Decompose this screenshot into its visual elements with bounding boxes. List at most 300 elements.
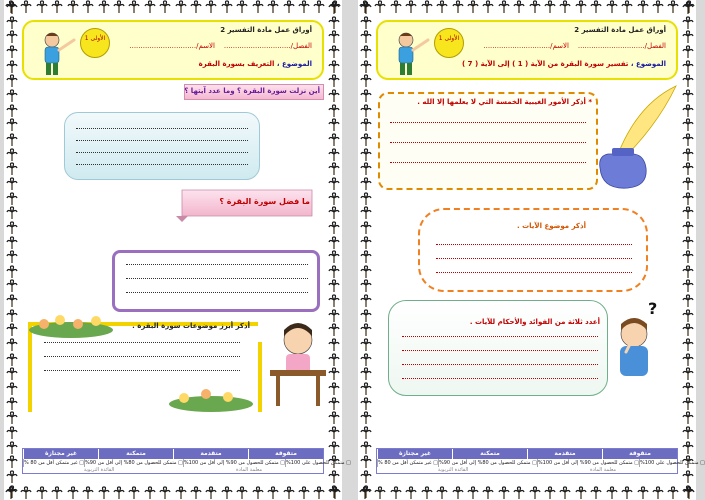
palm-tree-icon [7,222,17,234]
palm-tree-icon [361,75,371,87]
palm-tree-icon [499,1,509,13]
palm-tree-icon [7,17,17,29]
question-1: أين نزلت سورة البقرة ؟ وما عدد آيتها ؟ [184,87,320,95]
palm-tree-icon [437,487,447,499]
palm-border-left [5,0,19,500]
worksheet-header [376,20,678,80]
palm-tree-icon [422,487,432,499]
palm-tree-icon [683,105,693,117]
palm-tree-icon [329,471,339,483]
palm-tree-icon [237,487,247,499]
flowers-icon [166,384,256,414]
palm-tree-icon [683,354,693,366]
palm-tree-icon [329,163,339,175]
answer-line[interactable] [76,128,248,129]
answer-line[interactable] [76,152,248,153]
worksheet-page-left [4,0,351,500]
answer-line[interactable] [76,164,248,165]
answer-line[interactable] [402,378,598,379]
answer-line[interactable] [126,278,308,279]
palm-tree-icon [683,295,693,307]
palm-tree-icon [361,119,371,131]
palm-tree-icon [683,280,693,292]
palm-tree-icon [560,1,570,13]
answer-line[interactable] [126,264,308,265]
palm-border-left [359,0,373,500]
palm-tree-icon [329,90,339,102]
palm-tree-icon [7,193,17,205]
palm-tree-icon [361,280,371,292]
palm-tree-icon [683,163,693,175]
palm-tree-icon [683,486,693,498]
palm-tree-icon [7,31,17,43]
answer-line[interactable] [390,162,586,163]
palm-tree-icon [361,339,371,351]
palm-tree-icon [361,61,371,73]
palm-tree-icon [7,412,17,424]
palm-tree-icon [638,1,648,13]
palm-tree-icon [545,1,555,13]
palm-tree-icon [514,487,524,499]
palm-tree-icon [7,339,17,351]
svg-text:?: ? [648,299,658,318]
class-label: الفصل [293,42,312,50]
question-3: أذكر أبرز موضوعات سورة البقرة . [132,322,250,330]
palm-tree-icon [361,266,371,278]
palm-tree-icon [314,1,324,13]
answer-box-3[interactable] [388,300,608,396]
palm-tree-icon [576,1,586,13]
palm-tree-icon [114,487,124,499]
class-field[interactable]: /.............................. [223,42,293,50]
palm-border-right [681,0,695,500]
palm-tree-icon [361,354,371,366]
answer-line[interactable] [44,370,240,371]
palm-tree-icon [284,487,294,499]
palm-tree-icon [391,1,401,13]
palm-tree-icon [299,487,309,499]
palm-tree-icon [176,487,186,499]
palm-tree-icon [206,487,216,499]
palm-tree-icon [329,266,339,278]
table-cell[interactable]: □ متمكن للحصول على 100% [286,460,351,466]
palm-tree-icon [329,427,339,439]
palm-tree-icon [329,398,339,410]
palm-tree-icon [683,339,693,351]
palm-tree-icon [607,487,617,499]
footer-right: معلمة المادة [236,467,263,473]
palm-tree-icon [361,237,371,249]
palm-tree-icon [683,412,693,424]
palm-tree-icon [483,487,493,499]
col-header: غير مجتازة [23,449,98,459]
palm-tree-icon [314,487,324,499]
palm-tree-icon [329,222,339,234]
table-cell[interactable]: □ متمكن للحصول من 80% إلى أقل من 90% [84,460,183,466]
table-cell[interactable]: □ متمكن للحصول من 90% إلى أقل من 100% [183,460,286,466]
palm-tree-icon [361,163,371,175]
answer-line[interactable] [402,364,598,365]
palm-tree-icon [545,487,555,499]
lesson-badge: الأولى 1 [434,28,464,58]
palm-tree-icon [268,487,278,499]
boy-pointing-icon [34,30,78,78]
palm-tree-icon [7,207,17,219]
palm-tree-icon [329,193,339,205]
answer-line[interactable] [402,350,598,351]
palm-tree-icon [468,1,478,13]
palm-tree-icon [329,46,339,58]
palm-tree-icon [145,487,155,499]
name-field[interactable]: /.............................. [129,42,199,50]
palm-tree-icon [114,1,124,13]
table-cell[interactable]: □ متمكن للحصول من 90% إلى أقل من 100% [537,460,640,466]
palm-border-top [358,1,696,13]
palm-tree-icon [7,163,17,175]
evaluation-table [376,448,705,474]
palm-tree-icon [7,427,17,439]
palm-tree-icon [329,178,339,190]
palm-tree-icon [329,412,339,424]
palm-tree-icon [329,251,339,263]
palm-tree-icon [530,1,540,13]
palm-tree-icon [361,310,371,322]
palm-tree-icon [361,368,371,380]
col-header: متمكنة [452,449,527,459]
palm-tree-icon [591,1,601,13]
palm-tree-icon [329,324,339,336]
worksheet-header [22,20,324,80]
answer-line[interactable] [390,142,586,143]
table-cell[interactable]: □ متمكن للحصول من 80% إلى أقل من 90% [438,460,537,466]
palm-tree-icon [361,295,371,307]
palm-tree-icon [683,398,693,410]
topic-label: الموضوع [281,60,312,68]
palm-tree-icon [329,339,339,351]
topic-value: تفسير سورة البقرة من الآية ( 1 ) إلى الآية ( 7 ) [462,60,629,68]
palm-tree-icon [329,310,339,322]
palm-tree-icon [683,178,693,190]
palm-tree-icon [361,178,371,190]
topic-value: التعريف بسورة البقرة [198,60,275,68]
palm-tree-icon [683,368,693,380]
palm-tree-icon [7,383,17,395]
palm-tree-icon [683,237,693,249]
palm-tree-icon [7,310,17,322]
name-label: الاسم [198,42,215,50]
palm-tree-icon [468,487,478,499]
footer-right: معلمة المادة [590,467,617,473]
palm-tree-icon [21,487,31,499]
palm-tree-icon [329,31,339,43]
palm-tree-icon [37,487,47,499]
palm-tree-icon [7,134,17,146]
palm-tree-icon [237,1,247,13]
answer-line[interactable] [390,122,586,123]
palm-tree-icon [7,46,17,58]
palm-tree-icon [453,487,463,499]
palm-tree-icon [253,487,263,499]
palm-tree-icon [329,486,339,498]
palm-tree-icon [406,487,416,499]
palm-tree-icon [21,1,31,13]
palm-tree-icon [329,280,339,292]
answer-line[interactable] [402,336,598,337]
table-cell[interactable]: □ متمكن للحصول على 100% [640,460,705,466]
name-field[interactable]: /.............................. [483,42,553,50]
palm-tree-icon [683,427,693,439]
palm-tree-icon [361,193,371,205]
palm-tree-icon [52,1,62,13]
name-label: الاسم [552,42,569,50]
palm-tree-icon [622,487,632,499]
palm-tree-icon [329,442,339,454]
topic-line: الموضوع ، التعريف بسورة البقرة [198,60,312,68]
topic-label: الموضوع [635,60,666,68]
palm-tree-icon [668,487,678,499]
palm-tree-icon [683,90,693,102]
palm-tree-icon [329,134,339,146]
palm-tree-icon [68,487,78,499]
col-header: غير مجتازة [377,449,452,459]
palm-tree-icon [191,1,201,13]
palm-tree-icon [437,1,447,13]
palm-tree-icon [329,149,339,161]
palm-tree-icon [361,31,371,43]
palm-tree-icon [683,207,693,219]
palm-tree-icon [361,427,371,439]
palm-tree-icon [329,354,339,366]
palm-tree-icon [683,31,693,43]
palm-tree-icon [68,1,78,13]
answer-box-1[interactable] [64,112,260,180]
thinking-man-icon [610,300,672,380]
palm-tree-icon [375,487,385,499]
palm-tree-icon [160,1,170,13]
palm-tree-icon [361,105,371,117]
footer-left: القائدة التربوية [83,467,115,473]
palm-tree-icon [361,251,371,263]
palm-tree-icon [591,487,601,499]
palm-tree-icon [329,75,339,87]
question-1: * أذكر الأمور الغيبية الخمسة التي لا يعلمها إلا الله . [417,98,592,106]
palm-border-top [4,1,342,13]
palm-tree-icon [361,383,371,395]
palm-tree-icon [329,207,339,219]
answer-line[interactable] [44,356,240,357]
thinking-girl-icon [266,312,328,416]
palm-tree-icon [668,1,678,13]
palm-tree-icon [361,398,371,410]
palm-border-bottom [4,487,342,499]
palm-tree-icon [206,1,216,13]
palm-tree-icon [683,75,693,87]
palm-tree-icon [7,324,17,336]
palm-tree-icon [361,149,371,161]
palm-tree-icon [653,487,663,499]
palm-tree-icon [329,295,339,307]
palm-tree-icon [683,134,693,146]
palm-tree-icon [683,2,693,14]
question-3: أعدد ثلاثة من الفوائد والأحكام للآيات . [469,318,600,326]
worksheet-title: أوراق عمل مادة التفسير 2 [220,26,312,34]
palm-tree-icon [253,1,263,13]
palm-tree-icon [361,324,371,336]
palm-tree-icon [683,17,693,29]
palm-tree-icon [329,383,339,395]
palm-tree-icon [683,222,693,234]
answer-line[interactable] [76,140,248,141]
palm-tree-icon [683,471,693,483]
palm-tree-icon [560,487,570,499]
palm-tree-icon [7,251,17,263]
col-header: متقوقة [602,449,677,459]
lesson-badge: الأولى 1 [80,28,110,58]
palm-tree-icon [683,251,693,263]
palm-tree-icon [329,17,339,29]
question-2: ما فضل سورة البقرة ؟ [219,197,310,206]
palm-tree-icon [453,1,463,13]
palm-tree-icon [638,487,648,499]
palm-tree-icon [7,119,17,131]
palm-tree-icon [361,90,371,102]
palm-tree-icon [7,442,17,454]
palm-tree-icon [329,61,339,73]
palm-tree-icon [622,1,632,13]
palm-tree-icon [129,487,139,499]
answer-line[interactable] [436,272,632,273]
answer-box-2[interactable] [418,208,648,292]
answer-box-2[interactable] [112,250,320,312]
topic-line: الموضوع ، تفسير سورة البقرة من الآية ( 1 ) إلى الآية ( 7 ) [462,60,666,68]
palm-tree-icon [653,1,663,13]
palm-tree-icon [683,149,693,161]
palm-tree-icon [683,324,693,336]
question-2: أذكر موضوع الآيات . [517,222,586,230]
palm-tree-icon [176,1,186,13]
flowers-icon [26,310,116,340]
palm-tree-icon [683,383,693,395]
palm-tree-icon [7,266,17,278]
quill-inkpot-icon [588,84,680,194]
palm-tree-icon [329,237,339,249]
palm-tree-icon [683,46,693,58]
palm-tree-icon [7,354,17,366]
table-cell[interactable]: □ غير متمكن أقل من 80 % [378,460,438,466]
student-info-fields [129,42,312,50]
palm-tree-icon [7,2,17,14]
col-header: متقدمة [527,449,602,459]
palm-tree-icon [145,1,155,13]
palm-tree-icon [7,105,17,117]
palm-tree-icon [683,61,693,73]
col-header: متقوقة [248,449,323,459]
table-cell[interactable]: □ غير متمكن أقل من 80 % [24,460,84,466]
palm-tree-icon [375,1,385,13]
class-label: الفصل [647,42,666,50]
palm-tree-icon [7,75,17,87]
palm-tree-icon [7,368,17,380]
palm-tree-icon [37,1,47,13]
palm-tree-icon [7,237,17,249]
col-header: متمكنة [98,449,173,459]
palm-tree-icon [299,1,309,13]
footer-left: القائدة التربوية [437,467,469,473]
palm-tree-icon [683,310,693,322]
student-info-fields [483,42,666,50]
class-field[interactable]: /.............................. [577,42,647,50]
palm-tree-icon [361,46,371,58]
palm-tree-icon [7,295,17,307]
palm-tree-icon [361,442,371,454]
palm-tree-icon [514,1,524,13]
palm-tree-icon [361,207,371,219]
palm-tree-icon [160,487,170,499]
palm-tree-icon [361,486,371,498]
palm-tree-icon [607,1,617,13]
palm-tree-icon [361,2,371,14]
palm-tree-icon [406,1,416,13]
palm-tree-icon [391,487,401,499]
palm-tree-icon [129,1,139,13]
palm-tree-icon [361,412,371,424]
palm-tree-icon [683,442,693,454]
palm-tree-icon [7,149,17,161]
answer-line[interactable] [436,258,632,259]
palm-tree-icon [7,280,17,292]
palm-tree-icon [483,1,493,13]
boy-pointing-icon [388,30,432,78]
palm-tree-icon [284,1,294,13]
palm-tree-icon [329,119,339,131]
worksheet-page-right [358,0,705,500]
palm-tree-icon [191,487,201,499]
answer-line[interactable] [436,244,632,245]
palm-tree-icon [361,222,371,234]
palm-tree-icon [329,368,339,380]
palm-tree-icon [7,456,17,468]
palm-tree-icon [7,61,17,73]
palm-tree-icon [361,134,371,146]
palm-tree-icon [7,398,17,410]
palm-tree-icon [7,90,17,102]
palm-tree-icon [7,178,17,190]
palm-tree-icon [329,105,339,117]
palm-tree-icon [361,471,371,483]
palm-tree-icon [7,486,17,498]
evaluation-table [22,448,351,474]
palm-tree-icon [83,487,93,499]
answer-box-1[interactable] [378,92,598,190]
palm-tree-icon [361,456,371,468]
palm-tree-icon [222,1,232,13]
col-header: متقدمة [173,449,248,459]
palm-tree-icon [222,487,232,499]
palm-tree-icon [530,487,540,499]
answer-line[interactable] [126,292,308,293]
palm-tree-icon [52,487,62,499]
palm-tree-icon [576,487,586,499]
palm-tree-icon [499,487,509,499]
palm-tree-icon [683,193,693,205]
answer-line[interactable] [44,342,240,343]
palm-tree-icon [361,17,371,29]
palm-tree-icon [683,119,693,131]
palm-tree-icon [99,1,109,13]
palm-tree-icon [99,487,109,499]
palm-tree-icon [7,471,17,483]
worksheet-title: أوراق عمل مادة التفسير 2 [574,26,666,34]
